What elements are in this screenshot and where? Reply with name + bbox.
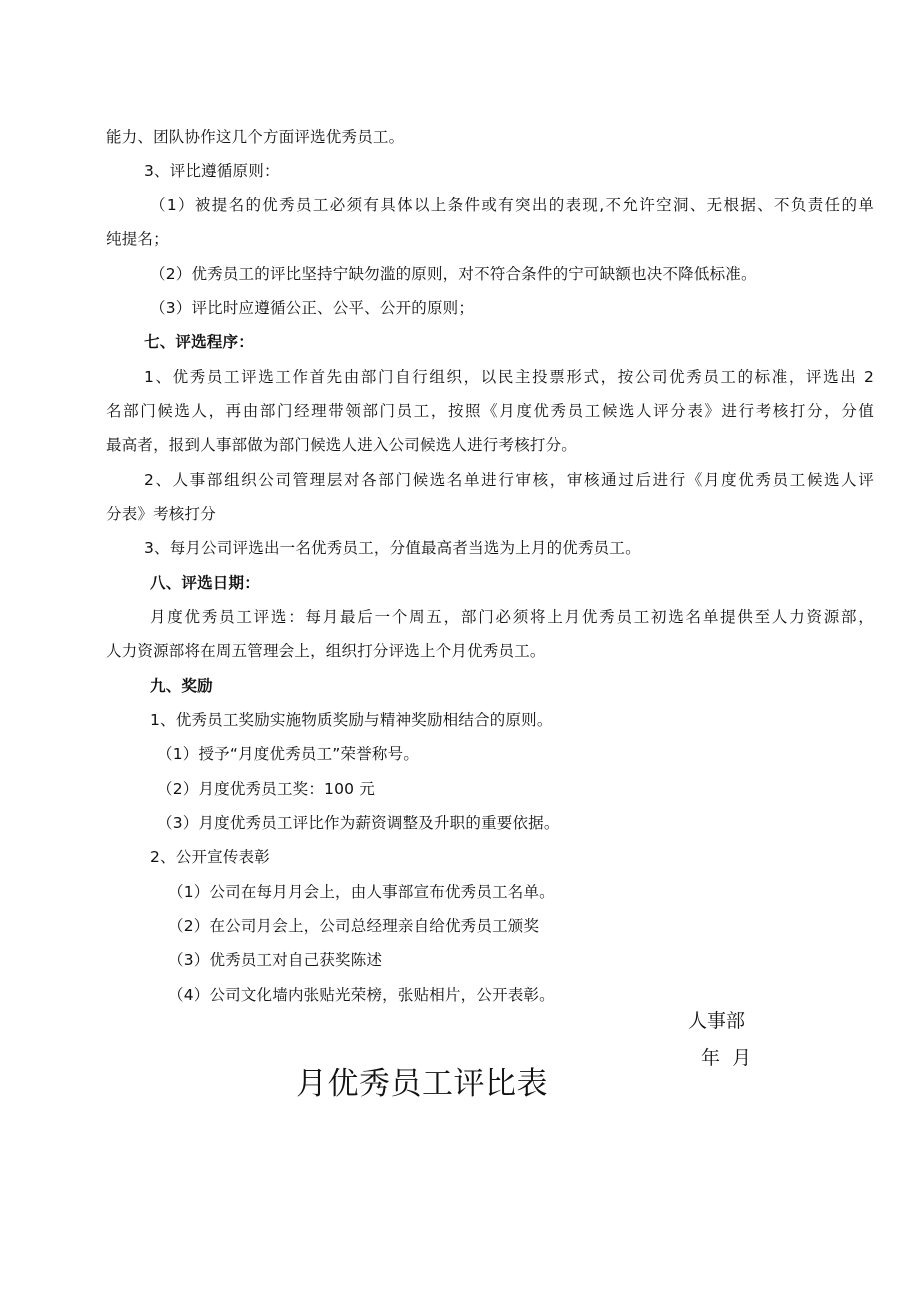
paragraph-procedure-1-line2: 名部门候选人，再由部门经理带领部门员工，按照《月度优秀员工候选人评分表》进行考核打分，分值 xyxy=(106,402,874,420)
paragraph-reward-1-item3: （3）月度优秀员工评比作为薪资调整及升职的重要依据。 xyxy=(157,814,560,832)
signature-department: 人事部 xyxy=(688,1010,746,1032)
paragraph-procedure-2-line2: 分表》考核打分 xyxy=(106,505,216,523)
paragraph-reward-1-item1: （1）授予“月度优秀员工”荣誉称号。 xyxy=(157,745,420,763)
paragraph-reward-2-item1: （1）公司在每月月会上，由人事部宣布优秀员工名单。 xyxy=(168,883,555,901)
paragraph-reward-2-item3: （3）优秀员工对自己获奖陈述 xyxy=(168,951,383,969)
section-heading-procedure: 七、评选程序： xyxy=(144,333,254,351)
signature-date: 年 月 xyxy=(701,1047,752,1069)
paragraph-principle-1-line2: 纯提名； xyxy=(106,230,169,248)
paragraph-criteria-end: 能力、团队协作这几个方面评选优秀员工。 xyxy=(106,128,405,146)
paragraph-procedure-3: 3、每月公司评选出一名优秀员工，分值最高者当选为上月的优秀员工。 xyxy=(144,539,641,557)
paragraph-reward-1: 1、优秀员工奖励实施物质奖励与精神奖励相结合的原则。 xyxy=(150,711,553,729)
section-heading-dates: 八、评选日期： xyxy=(150,574,260,592)
paragraph-procedure-2-line1: 2、人事部组织公司管理层对各部门候选名单进行审核，审核通过后进行《月度优秀员工候选人评 xyxy=(144,471,874,489)
paragraph-procedure-1-line1: 1、优秀员工评选工作首先由部门自行组织，以民主投票形式，按公司优秀员工的标准，评选出 2 xyxy=(144,368,874,386)
paragraph-dates-line1: 月度优秀员工评选：每月最后一个周五，部门必须将上月优秀员工初选名单提供至人力资源部， xyxy=(150,608,874,626)
paragraph-principles-heading: 3、评比遵循原则： xyxy=(144,162,280,180)
paragraph-reward-2: 2、公开宣传表彰 xyxy=(150,848,270,866)
paragraph-principle-3: （3）评比时应遵循公正、公平、公开的原则； xyxy=(150,299,475,317)
paragraph-procedure-1-line3: 最高者，报到人事部做为部门候选人进入公司候选人进行考核打分。 xyxy=(106,436,578,454)
paragraph-principle-1-line1: （1）被提名的优秀员工必须有具体以上条件或有突出的表现,不允许空洞、无根据、不负责任的单 xyxy=(150,196,874,214)
paragraph-dates-line2: 人力资源部将在周五管理会上，组织打分评选上个月优秀员工。 xyxy=(106,642,546,660)
paragraph-reward-1-item2: （2）月度优秀员工奖：100 元 xyxy=(157,780,376,798)
section-heading-rewards: 九、奖励 xyxy=(150,677,213,695)
paragraph-reward-2-item2: （2）在公司月会上，公司总经理亲自给优秀员工颁奖 xyxy=(168,917,540,935)
paragraph-principle-2: （2）优秀员工的评比坚持宁缺勿滥的原则，对不符合条件的宁可缺额也决不降低标准。 xyxy=(150,265,757,283)
form-title: 月优秀员工评比表 xyxy=(296,1066,548,1102)
paragraph-reward-2-item4: （4）公司文化墙内张贴光荣榜，张贴相片，公开表彰。 xyxy=(168,986,555,1004)
